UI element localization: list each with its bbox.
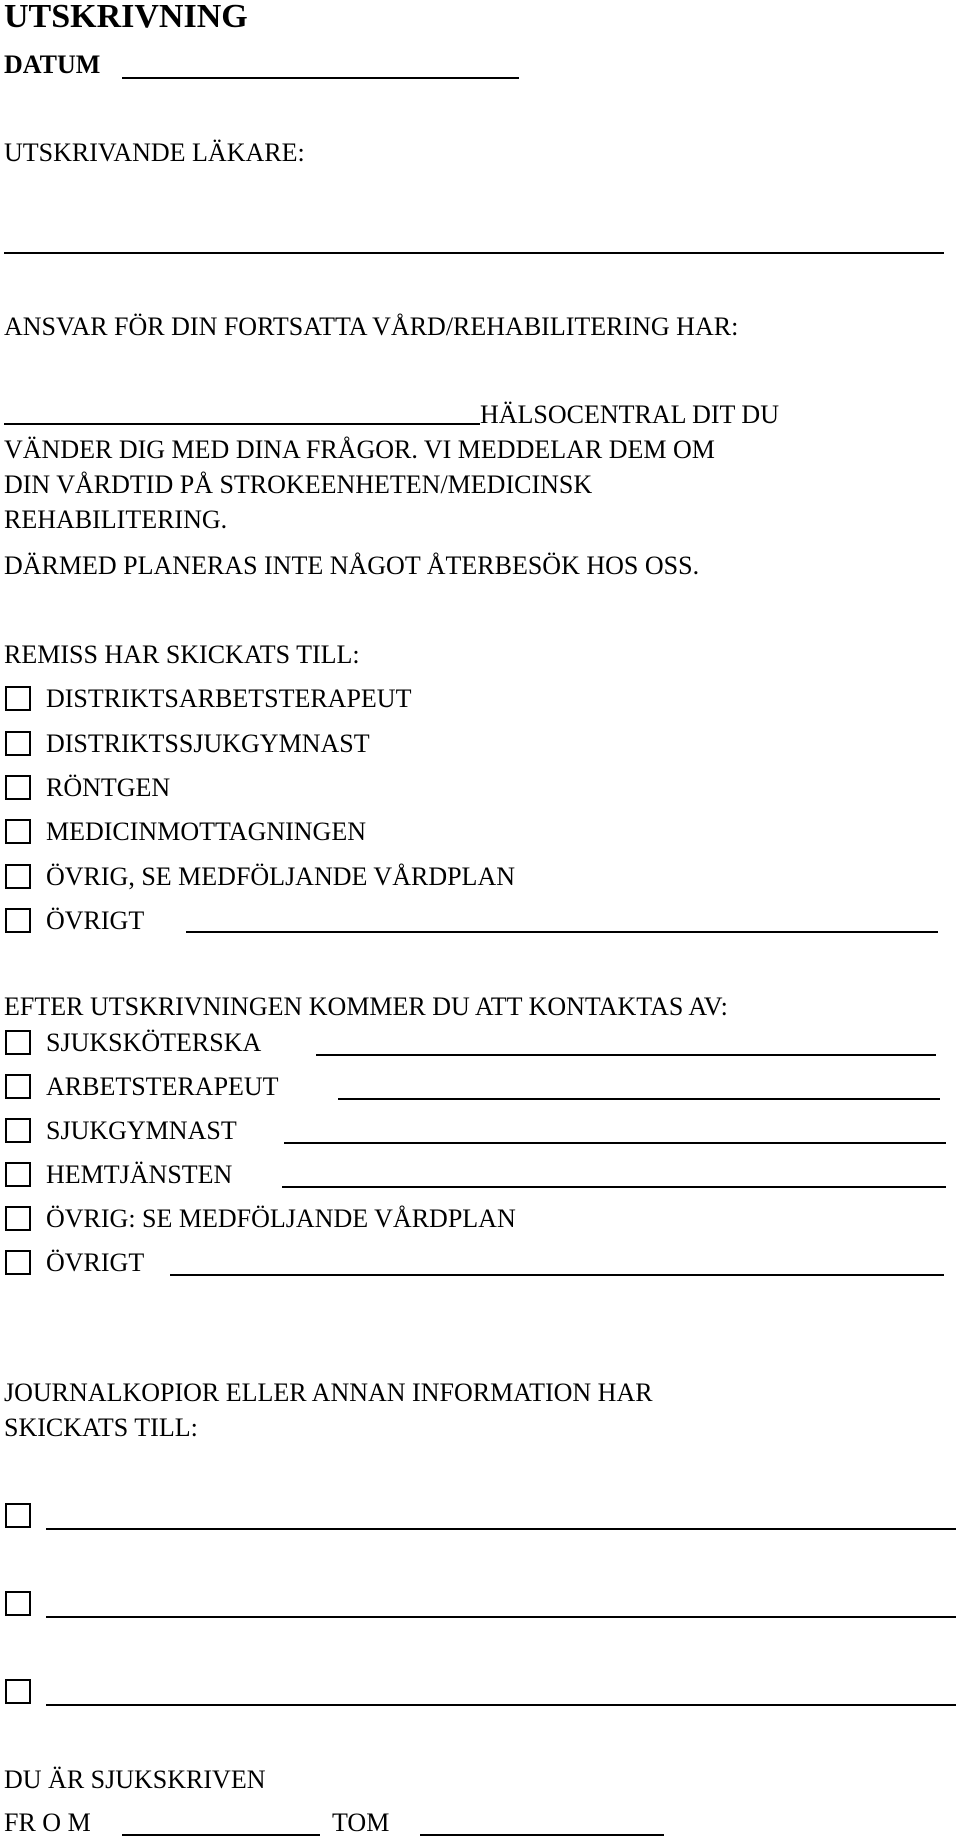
journal-field-2[interactable] xyxy=(46,1616,956,1618)
remiss-item-label: RÖNTGEN xyxy=(46,773,171,802)
from-label: FR O M xyxy=(4,1808,91,1837)
sjukskriven-heading: DU ÄR SJUKSKRIVEN xyxy=(4,1765,266,1794)
info-line-4: REHABILITERING. xyxy=(4,505,228,534)
kontakt-ovrigt-field[interactable] xyxy=(170,1274,944,1276)
kontakt-sjukgymnast-field[interactable] xyxy=(284,1142,946,1144)
kontakt-checkbox-hemtjansten[interactable] xyxy=(5,1162,31,1187)
remiss-checkbox-medicinmottagningen[interactable] xyxy=(5,819,31,844)
kontakt-arbetsterapeut-field[interactable] xyxy=(338,1098,940,1100)
kontakt-item-label: ÖVRIG: SE MEDFÖLJANDE VÅRDPLAN xyxy=(46,1204,516,1233)
datum-field[interactable] xyxy=(122,77,519,79)
kontakt-heading: EFTER UTSKRIVNINGEN KOMMER DU ATT KONTAKTAS AV: xyxy=(4,992,728,1021)
kontakt-checkbox-ovrig-vardplan[interactable] xyxy=(5,1206,31,1231)
kontakt-checkbox-ovrigt[interactable] xyxy=(5,1250,31,1275)
kontakt-item-label: ÖVRIGT xyxy=(46,1248,145,1277)
tom-label: TOM xyxy=(332,1808,390,1837)
tom-date-field[interactable] xyxy=(420,1834,664,1836)
remiss-checkbox-rontgen[interactable] xyxy=(5,775,31,800)
journal-heading-line-1: JOURNALKOPIOR ELLER ANNAN INFORMATION HAR xyxy=(4,1378,653,1407)
info-line-2: VÄNDER DIG MED DINA FRÅGOR. VI MEDDELAR DEM OM xyxy=(4,435,715,464)
remiss-heading: REMISS HAR SKICKATS TILL: xyxy=(4,640,360,669)
info-line-5: DÄRMED PLANERAS INTE NÅGOT ÅTERBESÖK HOS OSS. xyxy=(4,551,700,580)
kontakt-item-label: SJUKGYMNAST xyxy=(46,1116,237,1145)
datum-label: DATUM xyxy=(4,50,101,79)
kontakt-item-label: SJUKSKÖTERSKA xyxy=(46,1028,262,1057)
remiss-checkbox-distriktsarbetsterapeut[interactable] xyxy=(5,686,31,711)
info-line-3: DIN VÅRDTID PÅ STROKEENHETEN/MEDICINSK xyxy=(4,470,593,499)
remiss-item-label: MEDICINMOTTAGNINGEN xyxy=(46,817,366,846)
info-line-1: HÄLSOCENTRAL DIT DU xyxy=(480,400,779,429)
journal-checkbox-1[interactable] xyxy=(5,1503,31,1528)
remiss-item-label: DISTRIKTSSJUKGYMNAST xyxy=(46,729,370,758)
remiss-checkbox-distriktssjukgymnast[interactable] xyxy=(5,731,31,756)
journal-field-1[interactable] xyxy=(46,1528,956,1530)
remiss-item-label: DISTRIKTSARBETSTERAPEUT xyxy=(46,684,412,713)
journal-field-3[interactable] xyxy=(46,1704,956,1706)
remiss-checkbox-ovrigt[interactable] xyxy=(5,908,31,933)
remiss-checkbox-ovrig-vardplan[interactable] xyxy=(5,864,31,889)
kontakt-checkbox-sjukgymnast[interactable] xyxy=(5,1118,31,1143)
journal-checkbox-2[interactable] xyxy=(5,1591,31,1616)
kontakt-hemtjansten-field[interactable] xyxy=(282,1186,946,1188)
kontakt-sjukskoterska-field[interactable] xyxy=(316,1054,936,1056)
utskrivande-lakare-label: UTSKRIVANDE LÄKARE: xyxy=(4,138,305,167)
halsocentral-field[interactable] xyxy=(4,423,480,425)
kontakt-checkbox-sjukskoterska[interactable] xyxy=(5,1030,31,1055)
remiss-ovrigt-field[interactable] xyxy=(186,931,938,933)
journal-checkbox-3[interactable] xyxy=(5,1679,31,1704)
kontakt-checkbox-arbetsterapeut[interactable] xyxy=(5,1074,31,1099)
from-date-field[interactable] xyxy=(122,1834,320,1836)
remiss-item-label: ÖVRIGT xyxy=(46,906,145,935)
utskrivande-lakare-field[interactable] xyxy=(4,252,944,254)
kontakt-item-label: ARBETSTERAPEUT xyxy=(46,1072,279,1101)
page-title: UTSKRIVNING xyxy=(4,0,248,35)
kontakt-item-label: HEMTJÄNSTEN xyxy=(46,1160,233,1189)
remiss-item-label: ÖVRIG, SE MEDFÖLJANDE VÅRDPLAN xyxy=(46,862,515,891)
journal-heading-line-2: SKICKATS TILL: xyxy=(4,1413,198,1442)
ansvar-label: ANSVAR FÖR DIN FORTSATTA VÅRD/REHABILITERING HAR: xyxy=(4,312,739,341)
